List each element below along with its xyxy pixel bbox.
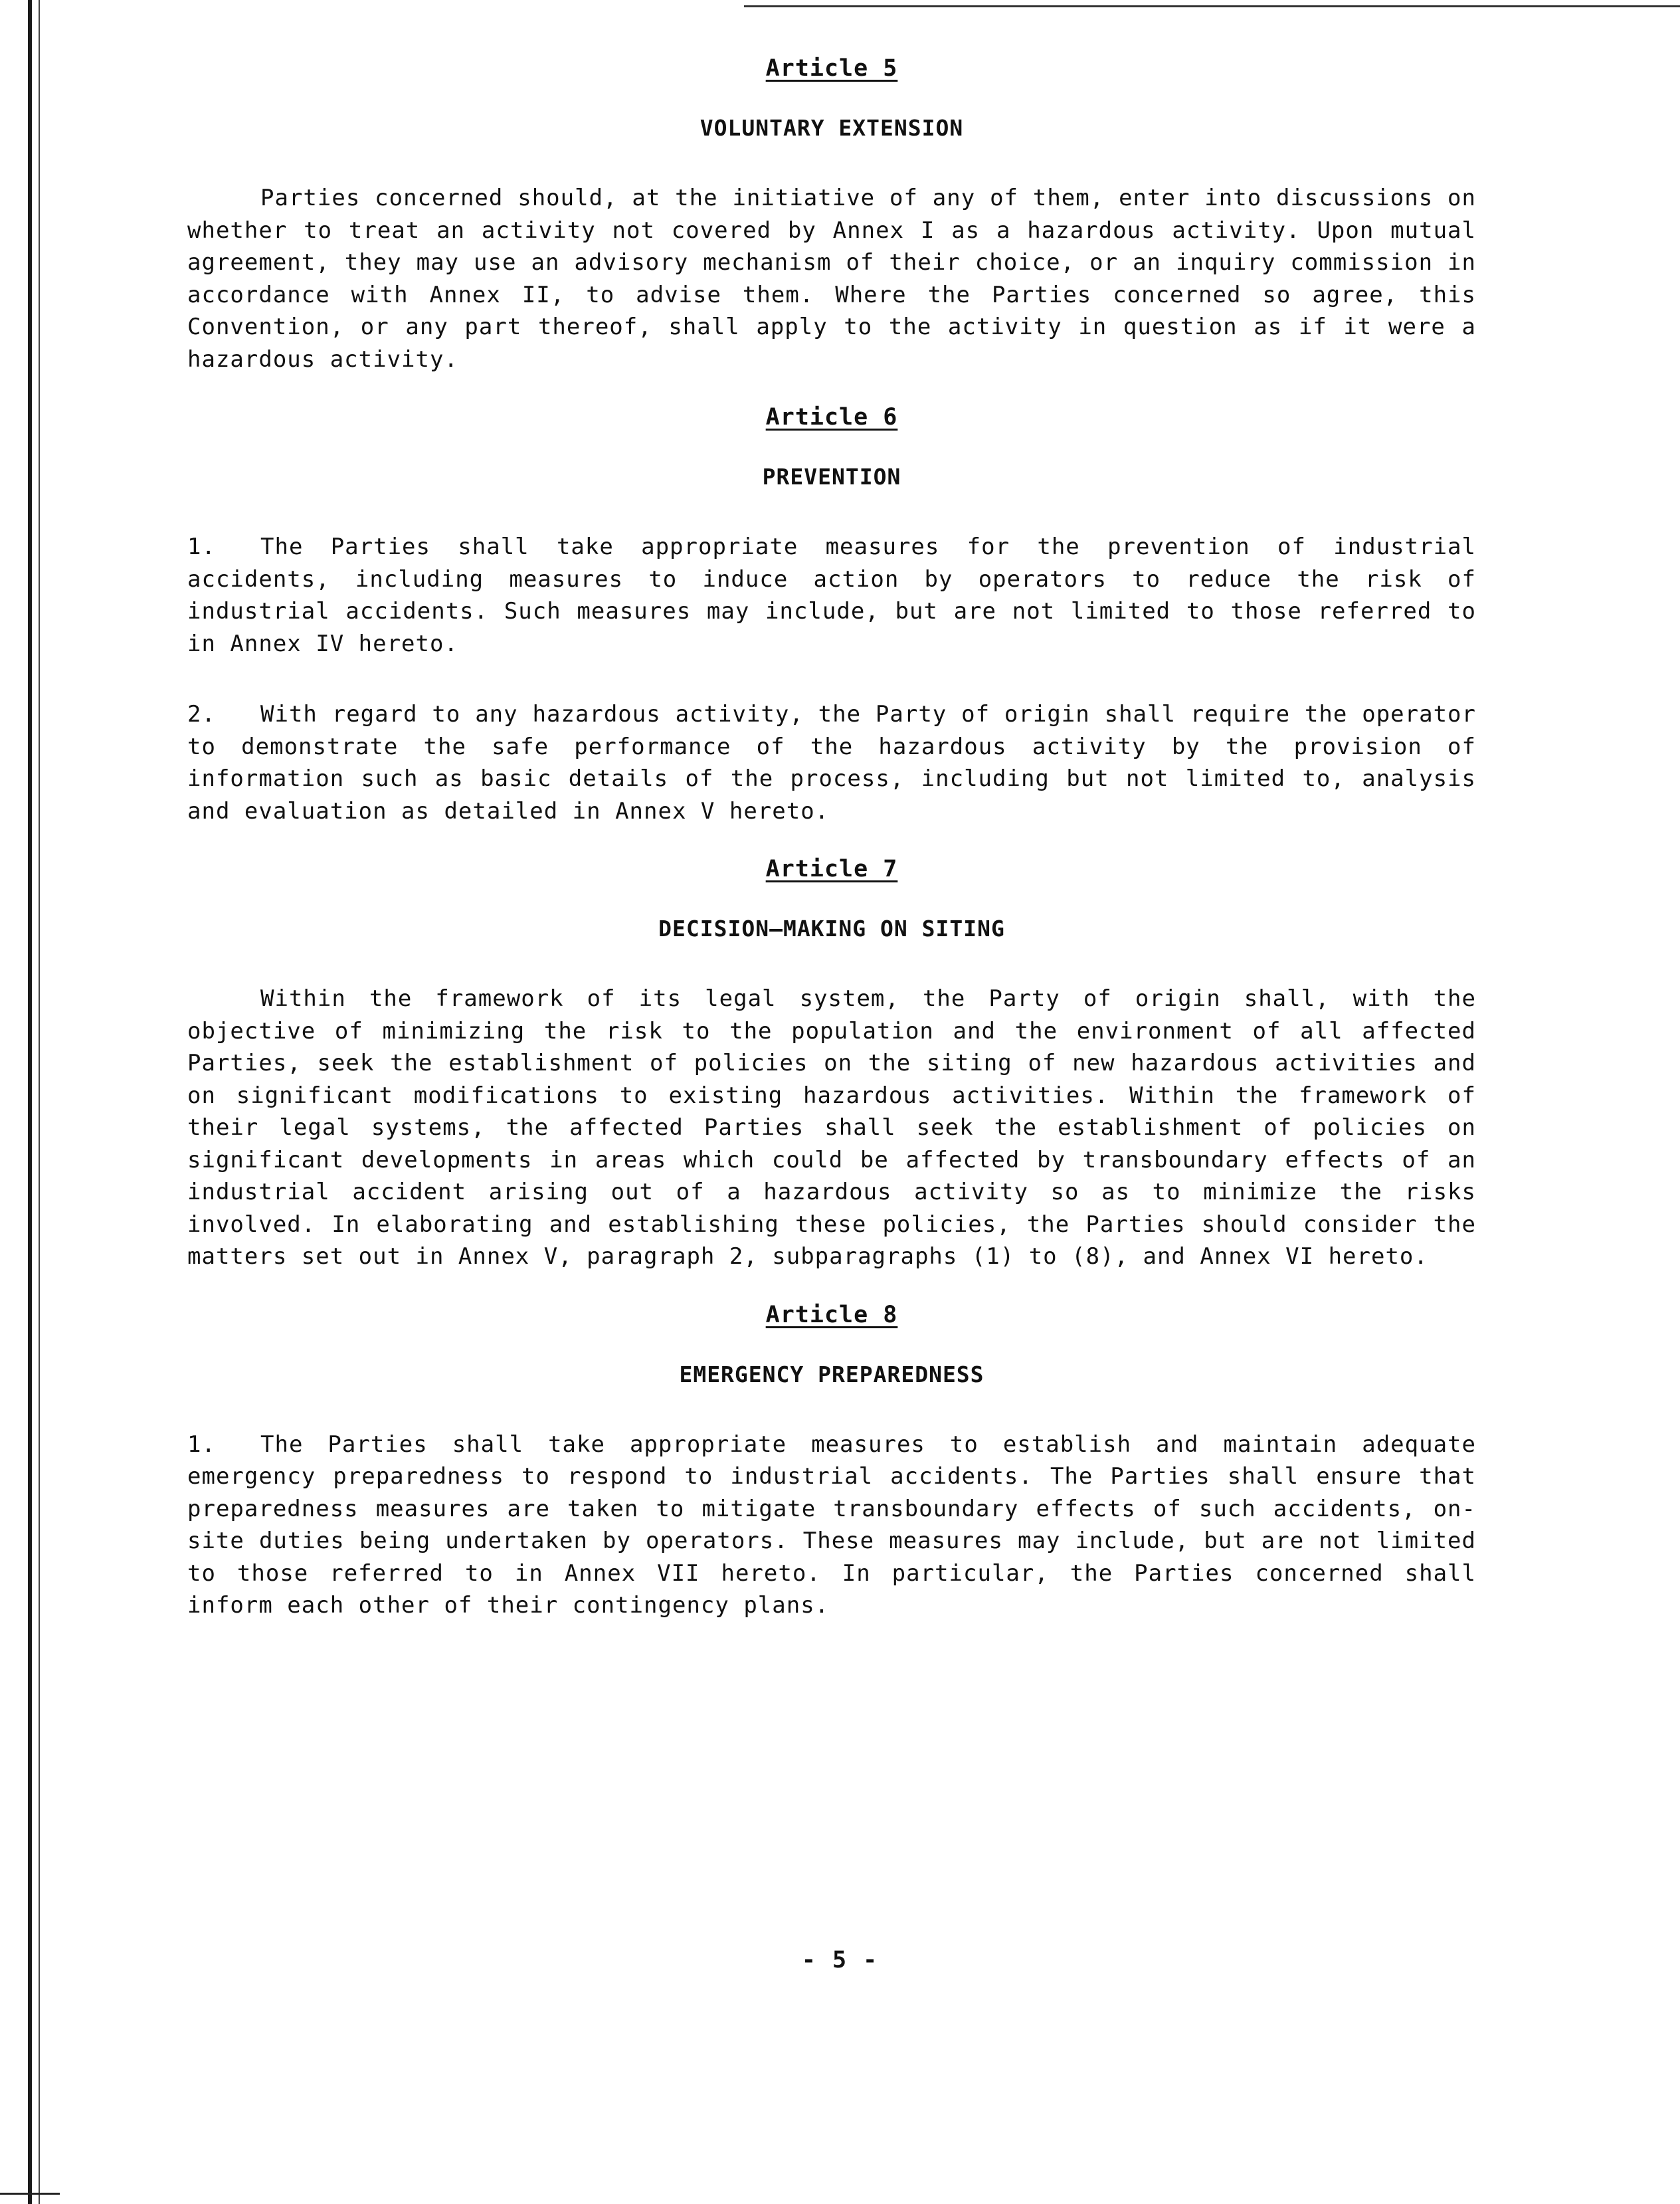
paragraph-number: 1.	[187, 534, 216, 560]
paragraph-number: 2.	[187, 701, 216, 728]
paragraph-number: 1.	[187, 1431, 216, 1458]
article-5	[187, 53, 1476, 375]
article-subtitle: VOLUNTARY EXTENSION	[700, 115, 964, 141]
article-paragraph	[187, 531, 1476, 660]
paragraph-text: Parties concerned should, at the initiative of any of them, enter into discussions on whether to treat an activity not covered by Annex I as a hazardous activity. Upon mutual agreement, they may use an advisory mechanism of their choice, or an inquiry commission in accordance with Annex II, to advise them. Where the Parties concerned so agree, this Convention, or any part thereof, shall apply to the activity in question as if it were a hazardous activity.	[187, 185, 1476, 373]
article-paragraph	[187, 1429, 1476, 1622]
paragraph-text: Within the framework of its legal system, the Party of origin shall, with the objective of minimizing the risk to the population and the environment of all affected Parties, seek the establishment of policies on the siting of new hazardous activities and on significant modifications to existing hazardous activities. Within the framework of their legal systems, the affected Parties shall seek the establishment of policies on significant developments in areas which could be affected by transboundary effects of an industrial accident arising out of a hazardous activity so as to minimize the risks involved. In elaborating and establishing these policies, the Parties should consider the matters set out in Annex V, paragraph 2, subparagraphs (1) to (8), and Annex VI hereto.	[187, 985, 1476, 1270]
article-subtitle: PREVENTION	[762, 464, 901, 490]
scan-left-edge	[28, 0, 32, 2204]
article-8	[187, 1300, 1476, 1622]
article-subtitle: EMERGENCY PREPAREDNESS	[679, 1361, 984, 1387]
article-6	[187, 402, 1476, 827]
document-page	[187, 53, 1476, 1622]
paragraph-text: The Parties shall take appropriate measures for the prevention of industrial accidents, including measures to induce action by operators to reduce the risk of industrial accidents. Such measures may include, but are not limited to those referred to in Annex IV hereto.	[187, 534, 1476, 657]
article-paragraph	[187, 182, 1476, 375]
scan-left-edge-line	[39, 0, 40, 2204]
article-title: Article 6	[765, 404, 898, 431]
paragraph-text: With regard to any hazardous activity, the Party of origin shall require the operator to demonstrate the safe performance of the hazardous activity by the provision of information such as basic details of the process, including but not limited to, analysis and evaluation as detailed in Annex V hereto.	[187, 701, 1476, 825]
article-paragraph	[187, 698, 1476, 827]
article-title: Article 5	[765, 55, 898, 82]
article-subtitle: DECISION—MAKING ON SITING	[658, 916, 1005, 942]
scan-top-edge	[744, 5, 1680, 7]
article-paragraph	[187, 983, 1476, 1273]
article-7	[187, 854, 1476, 1273]
paragraph-text: The Parties shall take appropriate measures to establish and maintain adequate emergency preparedness to respond to industrial accidents. The Parties shall ensure that preparedness measures are taken to mitigate transboundary effects of such accidents, on-site duties being undertaken by operators. These measures may include, but are not limited to those referred to in Annex VII hereto. In particular, the Parties concerned shall inform each other of their contingency plans.	[187, 1431, 1476, 1619]
article-title: Article 8	[765, 1301, 898, 1328]
page-number: - 5 -	[801, 1947, 879, 1973]
article-title: Article 7	[765, 856, 898, 882]
scan-bottom-edge	[0, 2193, 60, 2195]
